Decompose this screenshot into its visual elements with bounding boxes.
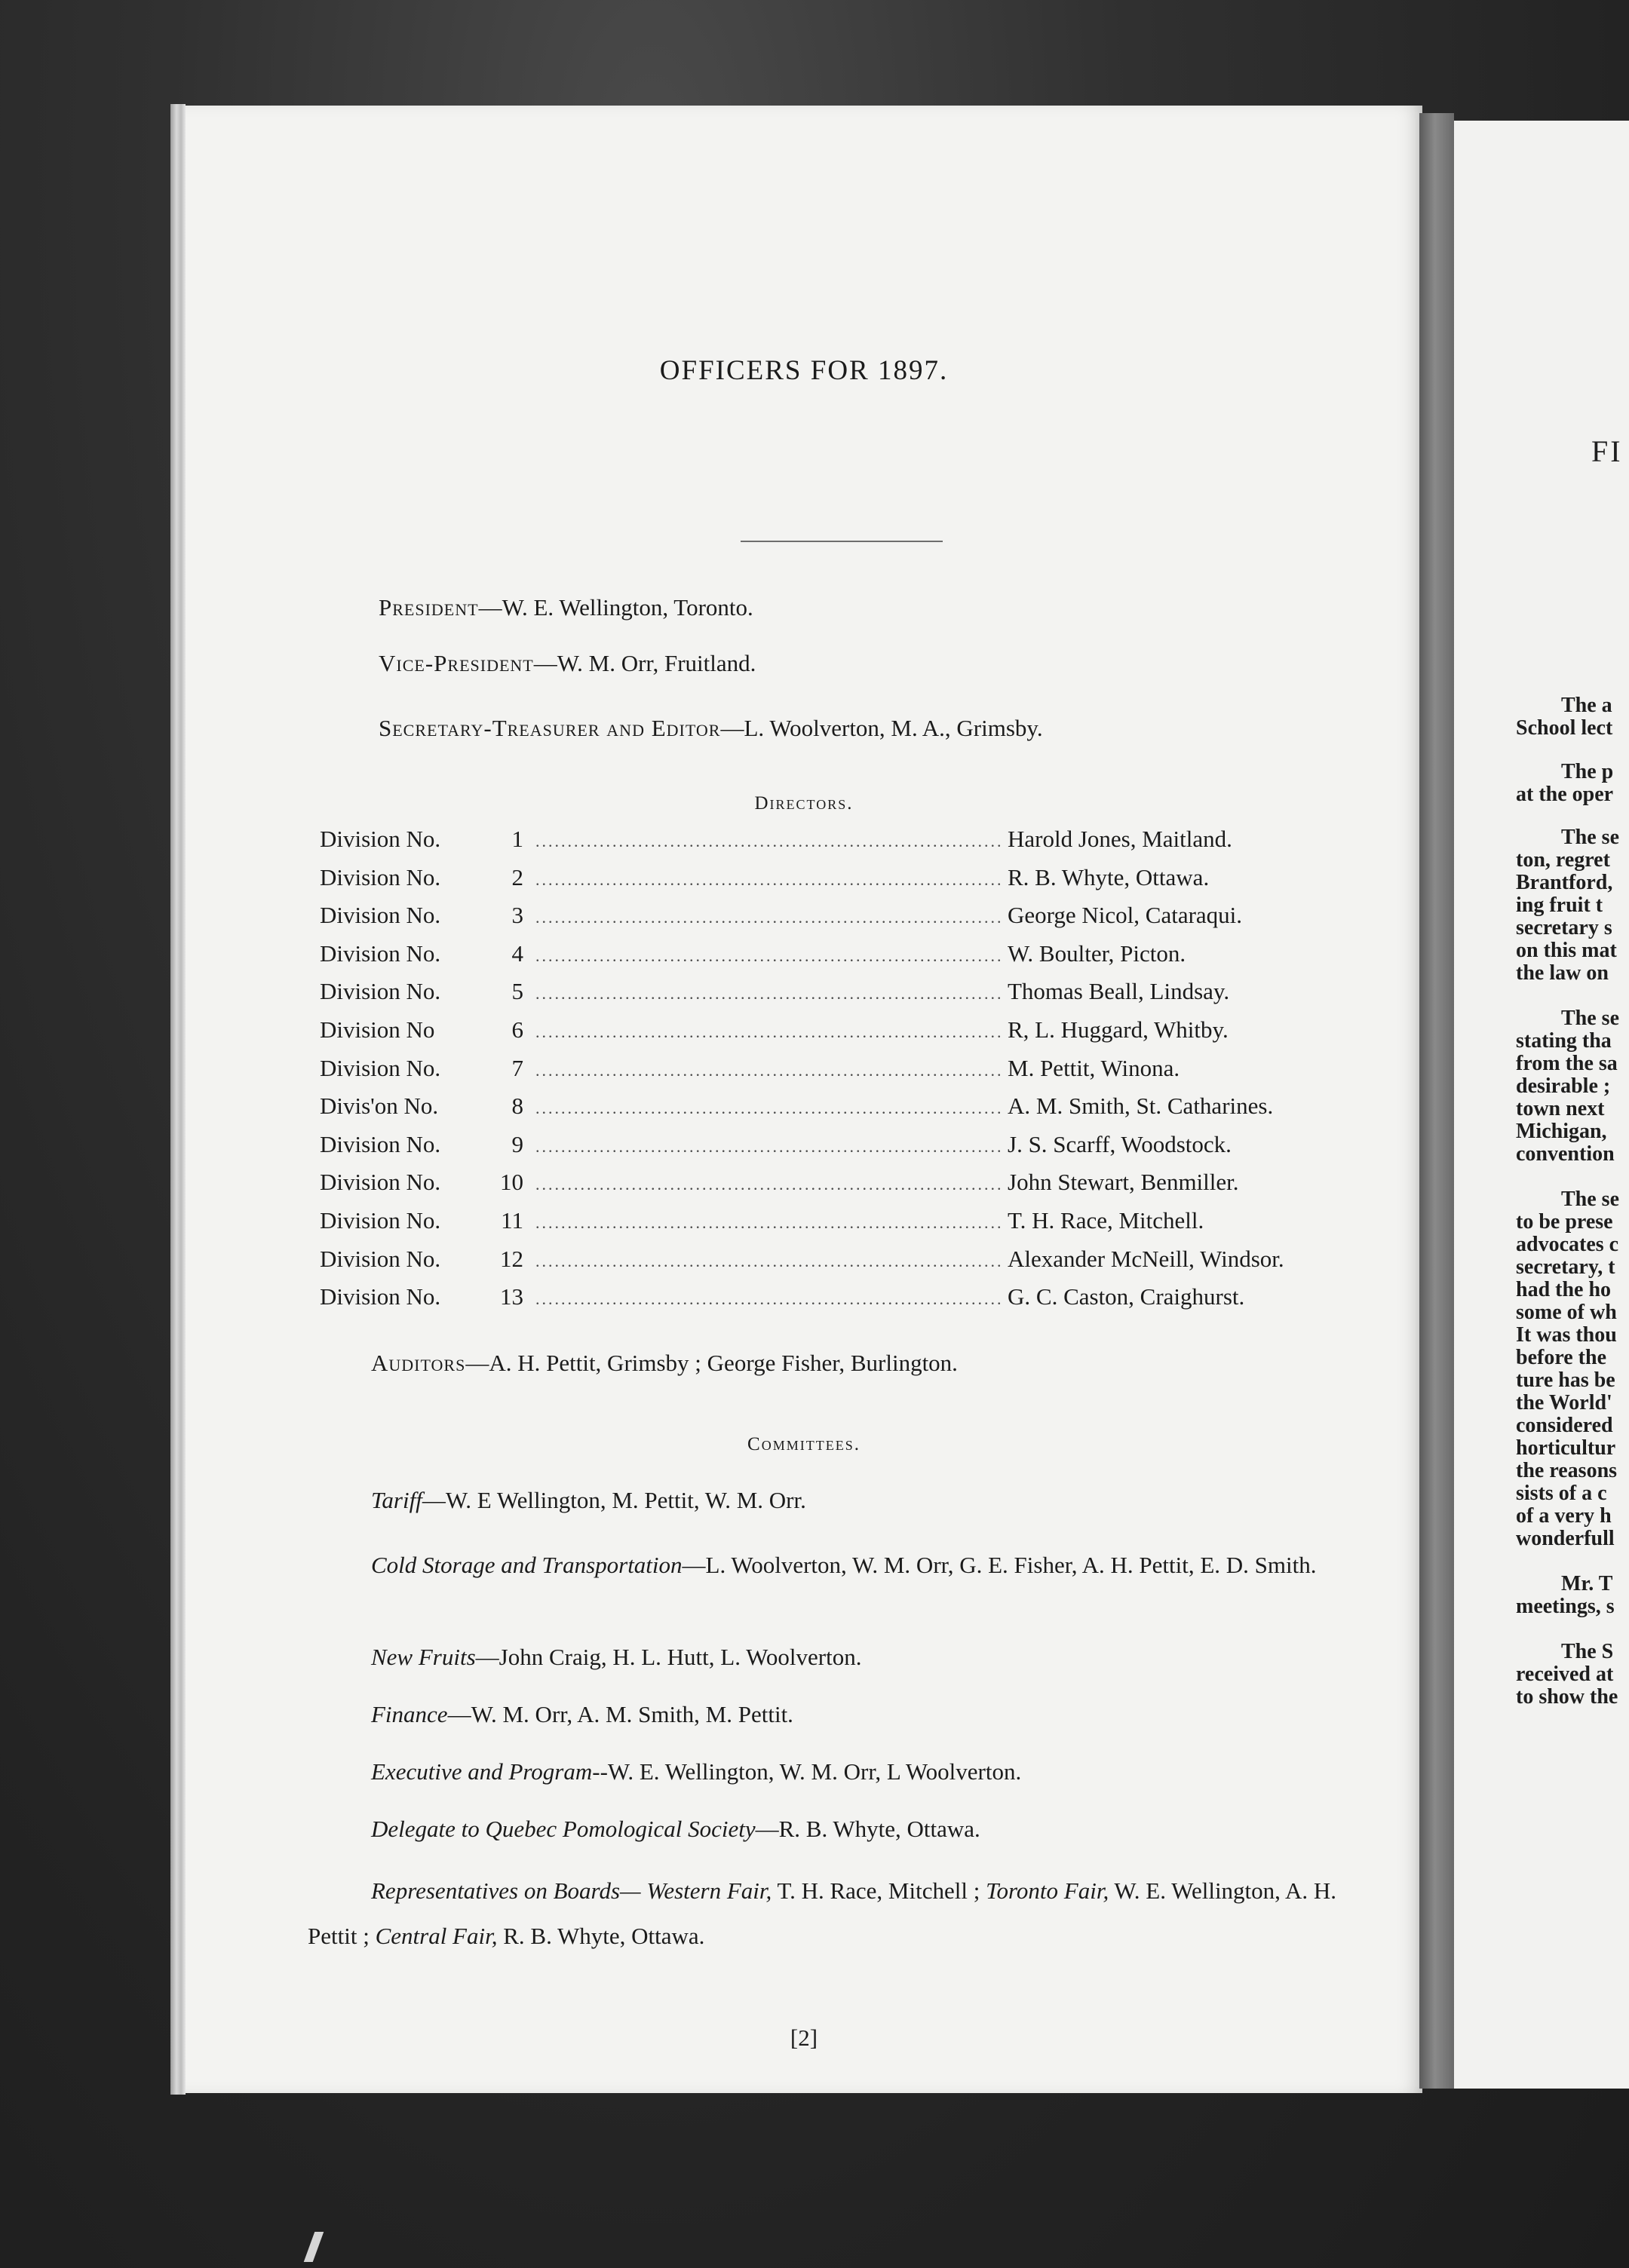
auditors-label: Auditors <box>371 1350 466 1376</box>
right-page-line: of a very h <box>1516 1504 1612 1528</box>
division-number: 2 <box>511 863 523 890</box>
toronto-fair-value: W. E. Wellington, A. H. Pettit ; <box>308 1877 1336 1949</box>
right-page-line: The se <box>1561 1007 1619 1030</box>
right-page <box>1454 121 1629 2089</box>
right-page-line: The se <box>1561 1188 1619 1211</box>
right-page-line: advocates c <box>1516 1233 1619 1256</box>
page-edge <box>170 104 186 2095</box>
right-page-line: ture has be <box>1516 1368 1615 1392</box>
right-page-line: ing fruit t <box>1516 893 1603 917</box>
director-name: R. B. Whyte, Ottawa. <box>1008 863 1210 890</box>
central-fair-label: Central Fair, <box>375 1923 498 1949</box>
committee-delegate <box>371 1816 980 1843</box>
auditors-value: —A. H. Pettit, Grimsby ; George Fisher, Burlington. <box>465 1350 958 1376</box>
right-page-line: wonderfull <box>1516 1527 1615 1550</box>
director-name: Alexander McNeill, Windsor. <box>1008 1245 1284 1272</box>
director-row <box>320 1246 1361 1284</box>
committee-new-fruits <box>371 1644 862 1671</box>
western-fair-label: — Western Fair, <box>620 1877 772 1904</box>
leader-dots <box>535 1022 1003 1042</box>
division-number: 6 <box>511 1016 523 1043</box>
director-name: M. Pettit, Winona. <box>1008 1054 1180 1081</box>
committee-label: New Fruits <box>371 1644 476 1670</box>
right-page-line: the law on <box>1516 961 1609 985</box>
title-rule <box>741 541 943 542</box>
leader-dots <box>535 832 1003 851</box>
director-name: A. M. Smith, St. Catharines. <box>1008 1093 1274 1120</box>
right-page-line: before the <box>1516 1346 1606 1369</box>
central-fair-value: R. B. Whyte, Ottawa. <box>497 1923 705 1949</box>
director-name: John Stewart, Benmiller. <box>1008 1169 1239 1196</box>
right-page-line: to show the <box>1516 1685 1618 1709</box>
director-row <box>320 1283 1361 1322</box>
leader-dots <box>535 1061 1003 1080</box>
right-page-line: the reasons <box>1516 1459 1618 1482</box>
right-page-line: The se <box>1561 826 1619 849</box>
right-page-line: meetings, s <box>1516 1595 1615 1618</box>
director-name: Harold Jones, Maitland. <box>1008 826 1232 852</box>
committee-finance <box>371 1701 793 1728</box>
leader-dots <box>535 984 1003 1004</box>
leader-dots <box>535 1175 1003 1194</box>
leader-dots <box>535 908 1003 927</box>
director-name: R, L. Huggard, Whitby. <box>1008 1016 1229 1043</box>
division-label: Division No. <box>320 863 441 890</box>
president-line <box>379 594 753 621</box>
director-name: W. Boulter, Picton. <box>1008 939 1186 967</box>
director-name: J. S. Scarff, Woodstock. <box>1008 1130 1232 1157</box>
right-page-line: at the oper <box>1516 783 1614 806</box>
director-row <box>320 1207 1361 1246</box>
division-number: 13 <box>500 1283 523 1310</box>
director-row <box>320 1131 1361 1169</box>
director-name: George Nicol, Cataraqui. <box>1008 902 1243 929</box>
right-page-line: considered <box>1516 1414 1613 1437</box>
division-number: 12 <box>500 1245 523 1272</box>
committee-label: Representatives on Boards <box>371 1877 621 1904</box>
right-page-line: Brantford, <box>1516 871 1613 894</box>
division-number: 1 <box>511 826 523 852</box>
right-page-line: some of wh <box>1516 1301 1617 1324</box>
division-number: 11 <box>501 1206 523 1234</box>
committee-tariff <box>371 1487 806 1514</box>
vice-president-line <box>379 650 756 677</box>
committees-heading: Committees. <box>747 1434 861 1454</box>
right-page-line: The S <box>1561 1640 1614 1663</box>
right-page-line: horticultur <box>1516 1436 1616 1460</box>
right-page-line: Mr. T <box>1561 1572 1613 1595</box>
director-row <box>320 826 1361 864</box>
division-label: Division No. <box>320 1169 441 1196</box>
director-name: Thomas Beall, Lindsay. <box>1008 978 1230 1005</box>
president-value: —W. E. Wellington, Toronto. <box>478 594 753 621</box>
leader-dots <box>535 1213 1003 1233</box>
leader-dots <box>535 1289 1003 1309</box>
committee-members: —L. Woolverton, W. M. Orr, G. E. Fisher, A. H. Pettit, E. D. Smith. <box>682 1552 1317 1578</box>
committee-members: —R. B. Whyte, Ottawa. <box>755 1816 980 1842</box>
vice-president-value: —W. M. Orr, Fruitland. <box>533 650 756 676</box>
division-number: 4 <box>511 939 523 967</box>
right-page-line: The a <box>1561 694 1612 717</box>
division-label: Division No. <box>320 1130 441 1157</box>
right-page-line: to be prese <box>1516 1210 1613 1234</box>
page-title: OFFICERS FOR 1897. <box>659 355 949 386</box>
book-gutter <box>1419 113 1454 2089</box>
right-page-line: stating tha <box>1516 1029 1612 1053</box>
division-label: Division No. <box>320 1206 441 1234</box>
right-page-line: the World' <box>1516 1391 1612 1414</box>
committee-label: Delegate to Quebec Pomological Society <box>371 1816 756 1842</box>
committee-members: —John Craig, H. L. Hutt, L. Woolverton. <box>475 1644 862 1670</box>
division-label: Division No. <box>320 978 441 1005</box>
page-number: [2] <box>790 2024 818 2051</box>
right-page-line: secretary, t <box>1516 1255 1615 1279</box>
leader-dots <box>535 1252 1003 1271</box>
left-page <box>186 106 1422 2093</box>
director-row <box>320 1169 1361 1207</box>
division-label: Division No. <box>320 826 441 852</box>
committee-members: —W. E Wellington, M. Pettit, W. M. Orr. <box>422 1487 806 1513</box>
secretary-label: Secretary-Treasurer and Editor <box>379 715 721 741</box>
director-row <box>320 1093 1361 1131</box>
director-row <box>320 940 1361 979</box>
director-name: T. H. Race, Mitchell. <box>1008 1206 1204 1234</box>
directors-list <box>320 826 1361 1322</box>
committee-members: --W. E. Wellington, W. M. Orr, L Woolverton. <box>592 1758 1022 1785</box>
division-number: 5 <box>511 978 523 1005</box>
committee-label: Tariff <box>371 1487 422 1513</box>
right-page-line: The p <box>1561 760 1614 783</box>
right-page-line: Michigan, <box>1516 1120 1607 1143</box>
division-label: Division No. <box>320 1054 441 1081</box>
secretary-value: —L. Woolverton, M. A., Grimsby. <box>720 715 1043 741</box>
right-page-line: desirable ; <box>1516 1074 1611 1098</box>
division-number: 7 <box>511 1054 523 1081</box>
committee-label: Finance <box>371 1701 448 1727</box>
division-label: Division No. <box>320 939 441 967</box>
right-page-line: convention <box>1516 1142 1615 1166</box>
right-page-line: from the sa <box>1516 1052 1618 1075</box>
president-label: President <box>379 594 479 621</box>
committee-representatives <box>308 1868 1348 1959</box>
right-page-line: secretary s <box>1516 916 1612 939</box>
director-row <box>320 1055 1361 1093</box>
leader-dots <box>535 1137 1003 1157</box>
committee-executive <box>371 1758 1021 1785</box>
division-label: Division No. <box>320 1283 441 1310</box>
auditors-line <box>371 1350 958 1377</box>
division-label: Division No <box>320 1016 435 1043</box>
right-page-line: on this mat <box>1516 939 1617 962</box>
committee-members: —W. M. Orr, A. M. Smith, M. Pettit. <box>447 1701 793 1727</box>
right-page-line: ton, regret <box>1516 848 1610 872</box>
right-page-line: received at <box>1516 1663 1614 1686</box>
leader-dots <box>535 946 1003 966</box>
right-page-line: It was thou <box>1516 1323 1617 1347</box>
right-page-line: had the ho <box>1516 1278 1612 1301</box>
right-page-heading: FI <box>1591 434 1623 468</box>
division-label: Division No. <box>320 1245 441 1272</box>
committee-label: Executive and Program <box>371 1758 593 1785</box>
western-fair-value: T. H. Race, Mitchell ; <box>772 1877 986 1904</box>
leader-dots <box>535 870 1003 890</box>
secretary-line <box>379 715 1043 742</box>
director-row <box>320 902 1361 940</box>
division-number: 9 <box>511 1130 523 1157</box>
director-name: G. C. Caston, Craighurst. <box>1008 1283 1245 1310</box>
director-row <box>320 978 1361 1016</box>
leader-dots <box>535 1099 1003 1118</box>
director-row <box>320 864 1361 903</box>
committee-label: Cold Storage and Transportation <box>371 1552 683 1578</box>
division-number: 10 <box>500 1169 523 1196</box>
toronto-fair-label: Toronto Fair, <box>986 1877 1109 1904</box>
division-label: Division No. <box>320 902 441 929</box>
division-number: 3 <box>511 902 523 929</box>
right-page-line: School lect <box>1516 716 1613 740</box>
directors-heading: Directors. <box>754 793 854 814</box>
right-page-line: sists of a c <box>1516 1482 1607 1505</box>
vice-president-label: Vice-President <box>379 650 534 676</box>
director-row <box>320 1016 1361 1055</box>
right-page-line: town next <box>1516 1097 1605 1120</box>
committee-cold-storage <box>308 1543 1348 1588</box>
division-label: Divis'on No. <box>320 1093 439 1120</box>
division-number: 8 <box>511 1093 523 1120</box>
